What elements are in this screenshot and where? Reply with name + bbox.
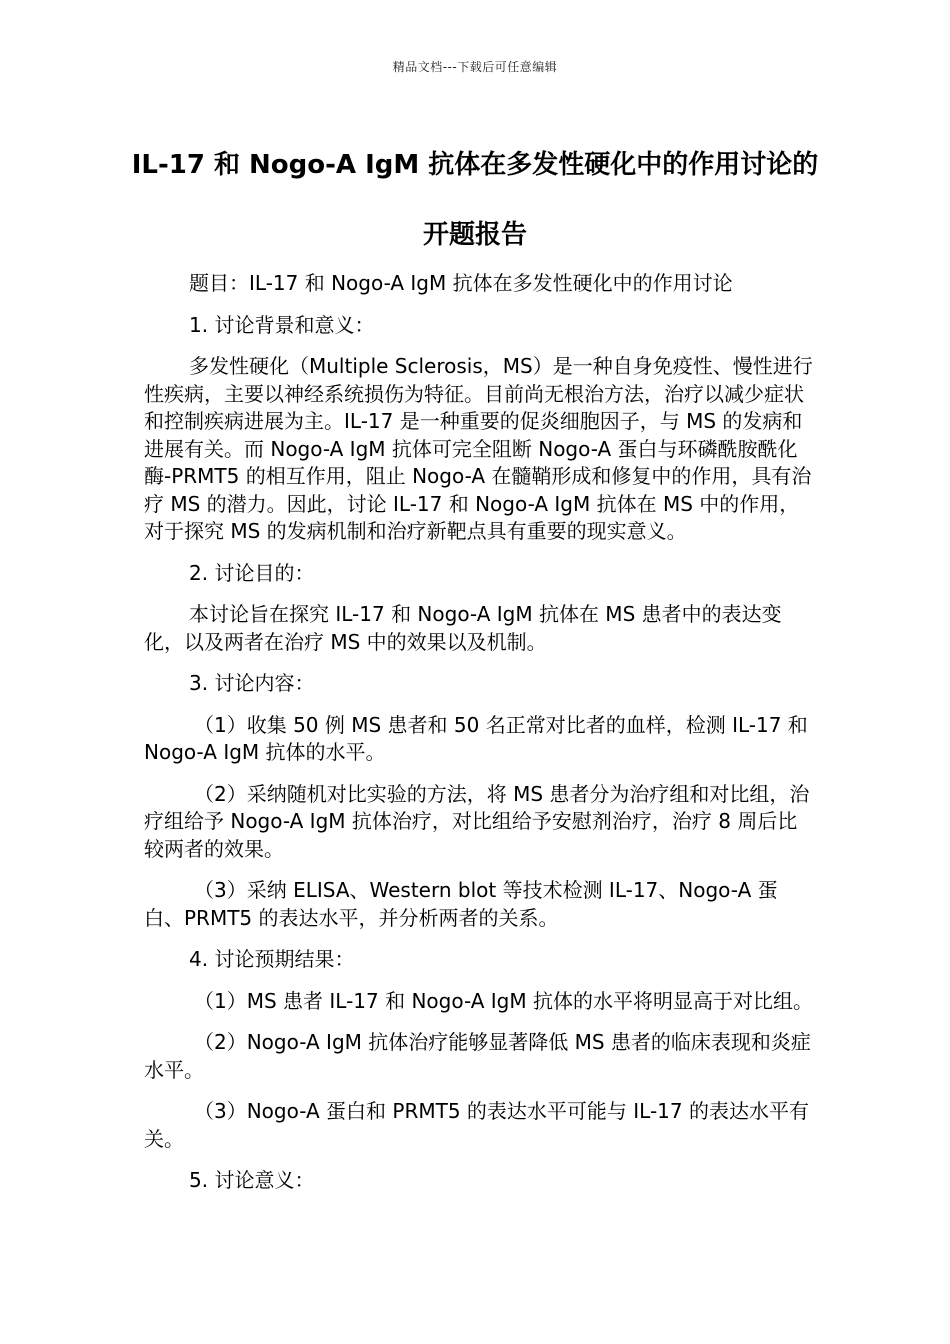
section-4-item: （2）Nogo-A IgM 抗体治疗能够显著降低 MS 患者的临床表现和炎症水平。: [144, 1030, 811, 1082]
section-3-item: （1）收集 50 例 MS 患者和 50 名正常对比者的血样，检测 IL-17 和 Nogo-A IgM 抗体的水平。: [144, 712, 808, 764]
section-1-paragraph: 多发性硬化（Multiple Sclerosis，MS）是一种自身免疫性、慢性进行性疾病，主要以神经系统损伤为特征。目前尚无根治方法，治疗以减少症状和控制疾病进展为主。IL-17 是一种重要的促炎细胞因子，与 MS 的发病和进展有关。而 Nogo-A IgM 抗体可完全阻断 Nogo-A 蛋白与环磷酰胺酰化酶-PRMT5 的相互作用，阻止 Nogo-A 在髓鞘形成和修复中的作用，具有治疗 MS 的潜力。因此，讨论 IL-17 和 Nogo-A IgM 抗体在 MS 中的作用，对于探究 MS 的发病机制和治疗新靶点具有重要的现实意义。: [144, 354, 813, 543]
document-body: [144, 270, 816, 1209]
section-4-heading: 4. 讨论预期结果：: [189, 947, 355, 971]
document-title: IL-17 和 Nogo-A IgM 抗体在多发性硬化中的作用讨论的开题报告: [131, 150, 819, 250]
section-4-item: （3）Nogo-A 蛋白和 PRMT5 的表达水平可能与 IL-17 的表达水平有关。: [144, 1099, 809, 1151]
section-4-item: （1）MS 患者 IL-17 和 Nogo-A IgM 抗体的水平将明显高于对比组。: [194, 988, 813, 1013]
section-2-heading: 2. 讨论目的：: [189, 560, 315, 585]
section-3-item: （3）采纳 ELISA、Western blot 等技术检测 IL-17、Nogo-A 蛋白、PRMT5 的表达水平，并分析两者的关系。: [144, 878, 778, 930]
section-3-heading: 3. 讨论内容：: [189, 671, 315, 695]
section-3-item: （2）采纳随机对比实验的方法，将 MS 患者分为治疗组和对比组，治疗组给予 Nogo-A IgM 抗体治疗，对比组给予安慰剂治疗，治疗 8 周后比较两者的效果。: [144, 781, 810, 861]
header-note: 精品文档---下载后可任意编辑: [392, 60, 558, 74]
section-1-heading: 1. 讨论背景和意义：: [189, 312, 375, 337]
section-2-paragraph: 本讨论旨在探究 IL-17 和 Nogo-A IgM 抗体在 MS 患者中的表达变化，以及两者在治疗 MS 中的效果以及机制。: [144, 602, 782, 654]
subject-line: 题目：IL-17 和 Nogo-A IgM 抗体在多发性硬化中的作用讨论: [189, 271, 733, 295]
section-5-heading: 5. 讨论意义：: [189, 1168, 315, 1192]
